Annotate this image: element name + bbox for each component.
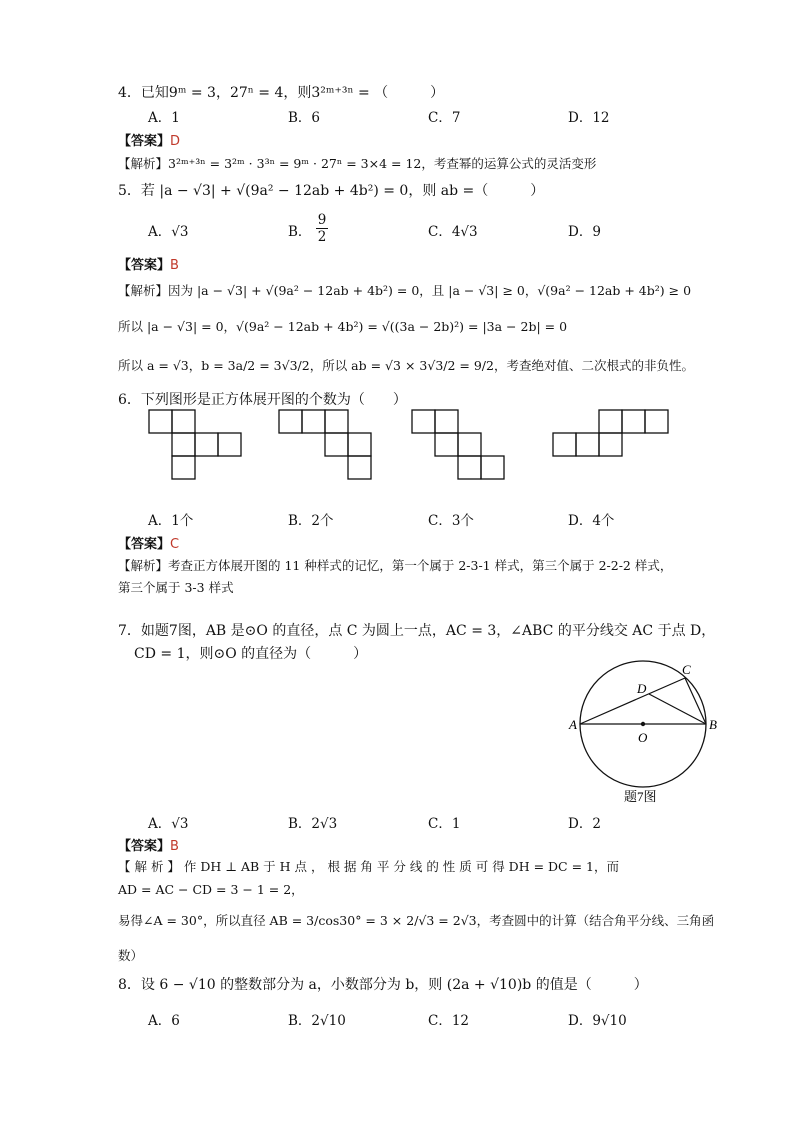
label-o: O xyxy=(638,730,648,745)
label-c: C xyxy=(682,662,691,677)
center-dot xyxy=(641,722,645,726)
q7-stem-line1: 7．如题7图，AB 是⊙O 的直径，点 C 为圆上一点，AC = 3，∠ABC 的平分线交 AC 于点 D， xyxy=(118,623,716,639)
q4-option-a: A．1 xyxy=(148,110,180,126)
q6-option-a: A．1个 xyxy=(148,513,194,529)
q7-option-a: A．√3 xyxy=(148,816,189,832)
q6-option-b: B．2个 xyxy=(288,513,334,529)
answer-value: C xyxy=(170,537,180,552)
q7-analysis-line3: 易得∠A = 30°，所以直径 AB = 3/cos30° = 3 × 2/√3 = 2√3，考查圆中的计算（结合角平分线、三角函 xyxy=(118,913,715,928)
q7-option-d: D．2 xyxy=(568,816,601,832)
q6-analysis-line2: 第三个属于 3-3 样式 xyxy=(118,580,234,595)
q5-analysis-line3: 所以 a = √3，b = 3a/2 = 3√3/2，所以 ab = √3 × 3√3/2 = 9/2，考查绝对值、二次根式的非负性。 xyxy=(118,358,694,373)
q8-option-c: C．12 xyxy=(428,1013,470,1029)
q4-answer xyxy=(118,130,180,149)
q6-option-c: C．3个 xyxy=(428,513,474,529)
q5-answer xyxy=(118,254,179,273)
label-a: A xyxy=(569,717,577,732)
fraction-numerator: 9 xyxy=(317,212,327,228)
bisector-bd xyxy=(649,694,706,724)
label-b: B xyxy=(709,717,717,732)
net-4 xyxy=(553,410,668,456)
answer-label: 【答案】 xyxy=(118,839,171,854)
q5-option-d: D．9 xyxy=(568,224,601,240)
q5-option-a: A．√3 xyxy=(148,224,189,240)
label-d: D xyxy=(637,681,647,696)
q7-analysis-line2: AD = AC − CD = 3 − 1 = 2， xyxy=(118,882,304,897)
q7-answer xyxy=(118,835,179,854)
q5-option-c: C．4√3 xyxy=(428,224,478,240)
q6-option-d: D．4个 xyxy=(568,513,615,529)
q8-option-a: A．6 xyxy=(148,1013,180,1029)
answer-value: D xyxy=(170,134,181,149)
figure-caption: 题7图 xyxy=(624,789,657,804)
q4-option-b: B．6 xyxy=(288,110,321,126)
answer-value: B xyxy=(170,258,179,273)
net-2 xyxy=(279,410,371,479)
q8-stem: 8．设 6 − √10 的整数部分为 a，小数部分为 b，则 (2a + √10)b 的值是（ ） xyxy=(118,977,648,993)
q6-answer xyxy=(118,533,179,552)
q4-analysis: 【解析】3²ᵐ⁺³ⁿ = 3²ᵐ · 3³ⁿ = 9ᵐ · 27ⁿ = 3×4 = 12，考查幂的运算公式的灵活变形 xyxy=(118,156,597,171)
q7-analysis-line1: 【 解 析 】 作 DH ⊥ AB 于 H 点 ， 根 据 角 平 分 线 的 性 质 可 得 DH = DC = 1，而 xyxy=(118,859,619,874)
q6-analysis-line1: 【解析】考查正方体展开图的 11 种样式的记忆，第一个属于 2-3-1 样式，第三个属于 2-2-2 样式， xyxy=(118,558,673,573)
q5-option-b xyxy=(288,212,328,245)
q5-analysis-line2: 所以 |a − √3| = 0，√(9a² − 12ab + 4b²) = √((3a − 2b)²) = |3a − 2b| = 0 xyxy=(118,319,568,334)
q7-option-b: B．2√3 xyxy=(288,816,338,832)
chord-ac xyxy=(580,678,685,724)
q7-analysis-line4: 数） xyxy=(118,948,144,963)
q5-analysis-line1: 【解析】因为 |a − √3| + √(9a² − 12ab + 4b²) = 0，且 |a − √3| ≥ 0，√(9a² − 12ab + 4b²) ≥ 0 xyxy=(118,283,692,298)
answer-label: 【答案】 xyxy=(118,537,171,552)
q6-cube-nets xyxy=(140,405,700,485)
answer-value: B xyxy=(170,839,179,854)
q8-option-d: D．9√10 xyxy=(568,1013,627,1029)
q7-stem-line2: CD = 1，则⊙O 的直径为（ ） xyxy=(134,646,368,662)
q4-option-c: C．7 xyxy=(428,110,461,126)
answer-label: 【答案】 xyxy=(118,258,171,273)
q8-option-b: B．2√10 xyxy=(288,1013,346,1029)
q7-option-c: C．1 xyxy=(428,816,461,832)
option-b-prefix: B． xyxy=(288,224,312,240)
q6-stem: 6．下列图形是正方体展开图的个数为（ ） xyxy=(118,392,407,408)
chord-bc xyxy=(685,678,706,724)
answer-label: 【答案】 xyxy=(118,134,171,149)
q7-circle-figure xyxy=(566,660,726,810)
q5-stem: 5．若 |a − √3| + √(9a² − 12ab + 4b²) = 0，则 ab =（ ） xyxy=(118,183,545,199)
fraction xyxy=(316,212,329,245)
q4-stem: 4．已知9ᵐ = 3，27ⁿ = 4，则3²ᵐ⁺³ⁿ = （ ） xyxy=(118,85,445,101)
q4-option-d: D．12 xyxy=(568,110,610,126)
fraction-denominator: 2 xyxy=(317,229,327,245)
net-3 xyxy=(412,410,504,479)
net-1 xyxy=(149,410,241,479)
